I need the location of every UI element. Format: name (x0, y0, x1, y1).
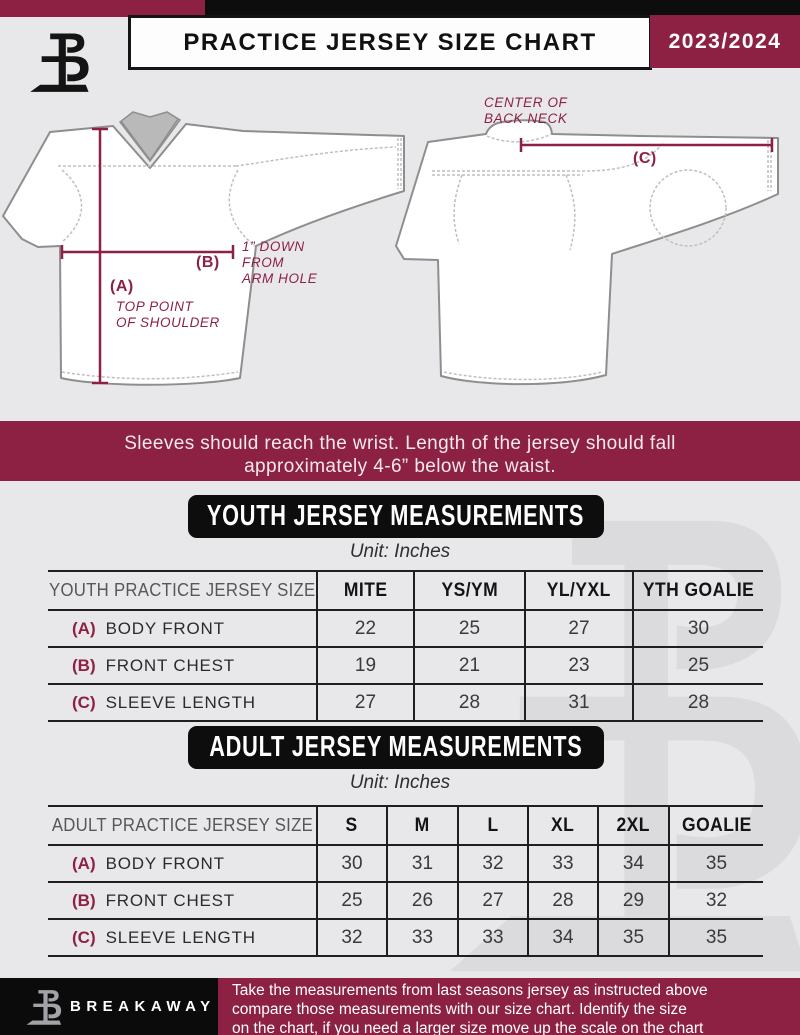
column-header: S (345, 814, 359, 836)
adult-size-column-header: ADULT PRACTICE JERSEY SIZE (51, 815, 313, 835)
youth-size-column-header: YOUTH PRACTICE JERSEY SIZE (48, 580, 316, 600)
footer-brand-block (0, 978, 218, 1035)
table-row-body-front (48, 609, 763, 646)
cell-value: 28 (552, 889, 574, 911)
cell-value: 33 (411, 926, 434, 948)
column-header: XL (551, 814, 575, 836)
row-key: (C) (72, 692, 96, 712)
cell-value: 34 (552, 926, 574, 948)
season-label: 2023/2024 (668, 29, 782, 53)
footer-instruction-line1: Take the measurements from last seasons jersey as instructed above (232, 982, 708, 999)
table-row-body-front (48, 844, 763, 881)
cell-value: 28 (687, 691, 710, 713)
cell-value: 23 (568, 654, 590, 676)
cell-value: 22 (354, 617, 377, 639)
table-row-front-chest (48, 881, 763, 918)
cell-value: 25 (341, 889, 363, 911)
table-row-sleeve-length (48, 918, 763, 957)
column-header: YS/YM (441, 579, 498, 601)
fit-notice-banner (0, 421, 800, 481)
cell-value: 35 (622, 926, 645, 948)
youth-section-banner (188, 495, 604, 538)
label-c: (C) (633, 150, 657, 167)
column-header: M (414, 814, 431, 836)
cell-value: 27 (482, 889, 504, 911)
cell-value: 30 (341, 852, 363, 874)
row-label: BODY FRONT (105, 618, 225, 638)
cell-value: 25 (458, 617, 481, 639)
row-label: SLEEVE LENGTH (105, 692, 256, 712)
jersey-diagram-area (0, 70, 800, 422)
cell-value: 29 (622, 889, 645, 911)
cell-value: 33 (552, 852, 574, 874)
footer-instructions (218, 978, 800, 1035)
cell-value: 31 (411, 852, 434, 874)
row-key: (A) (72, 618, 96, 638)
row-key: (B) (72, 890, 96, 910)
fit-notice-line2: approximately 4-6” below the waist. (244, 456, 556, 477)
fit-notice-line1: Sleeves should reach the wrist. Length of the jersey should fall (124, 433, 676, 454)
cell-value: 28 (458, 691, 481, 713)
cell-value: 32 (341, 926, 363, 948)
table-row-sleeve-length (48, 683, 763, 722)
row-key: (B) (72, 655, 96, 675)
column-header: YTH GOALIE (642, 579, 755, 601)
column-header: YL/YXL (547, 579, 611, 601)
cell-value: 19 (354, 654, 377, 676)
cell-value: 30 (687, 617, 710, 639)
back-neck-caption: CENTER OF BACK NECK (484, 95, 568, 126)
cell-value: 35 (705, 852, 728, 874)
page-title-box (128, 15, 652, 70)
adult-section-banner (188, 726, 604, 769)
cell-value: 34 (622, 852, 645, 874)
youth-unit-label: Unit: Inches (349, 541, 451, 562)
youth-table-header-row (48, 570, 763, 609)
adult-banner-title: ADULT JERSEY MEASUREMENTS (209, 731, 583, 763)
armhole-caption: 1” DOWN FROM ARM HOLE (242, 239, 318, 286)
column-header: 2XL (616, 814, 651, 836)
youth-size-table (48, 570, 763, 722)
cell-value: 35 (705, 926, 728, 948)
column-header: GOALIE (681, 814, 752, 836)
cell-value: 27 (568, 617, 590, 639)
shoulder-caption: TOP POINT OF SHOULDER (116, 299, 220, 330)
youth-banner-title: YOUTH JERSEY MEASUREMENTS (207, 500, 585, 532)
cell-value: 33 (482, 926, 504, 948)
row-key: (C) (72, 927, 96, 947)
breakaway-footer-logo-icon (24, 985, 62, 1029)
table-row-front-chest (48, 646, 763, 683)
cell-value: 21 (458, 654, 481, 676)
adult-size-table (48, 805, 763, 957)
cell-value: 32 (705, 889, 728, 911)
column-header: MITE (343, 579, 388, 601)
footer-instruction-line3: on the chart, if you need a larger size move up the scale on the chart (232, 1020, 704, 1035)
row-label: FRONT CHEST (105, 655, 235, 675)
jersey-diagram-drawing (0, 70, 800, 422)
season-badge (650, 15, 800, 68)
column-header: L (487, 814, 499, 836)
row-label: BODY FRONT (105, 853, 225, 873)
cell-value: 26 (411, 889, 434, 911)
row-label: SLEEVE LENGTH (105, 927, 256, 947)
brand-name: BREAKAWAY (70, 998, 216, 1015)
label-a: (A) (110, 278, 134, 295)
cell-value: 27 (354, 691, 377, 713)
adult-unit-label: Unit: Inches (349, 772, 451, 793)
cell-value: 25 (687, 654, 710, 676)
page-title: PRACTICE JERSEY SIZE CHART (183, 28, 597, 56)
label-b: (B) (196, 254, 220, 271)
cell-value: 32 (482, 852, 504, 874)
row-key: (A) (72, 853, 96, 873)
footer-instruction-line2: compare those measurements with our size chart. Identify the size (232, 1001, 687, 1018)
back-jersey-shape (396, 120, 778, 384)
cell-value: 31 (568, 691, 590, 713)
adult-table-header-row (48, 805, 763, 844)
row-label: FRONT CHEST (105, 890, 235, 910)
